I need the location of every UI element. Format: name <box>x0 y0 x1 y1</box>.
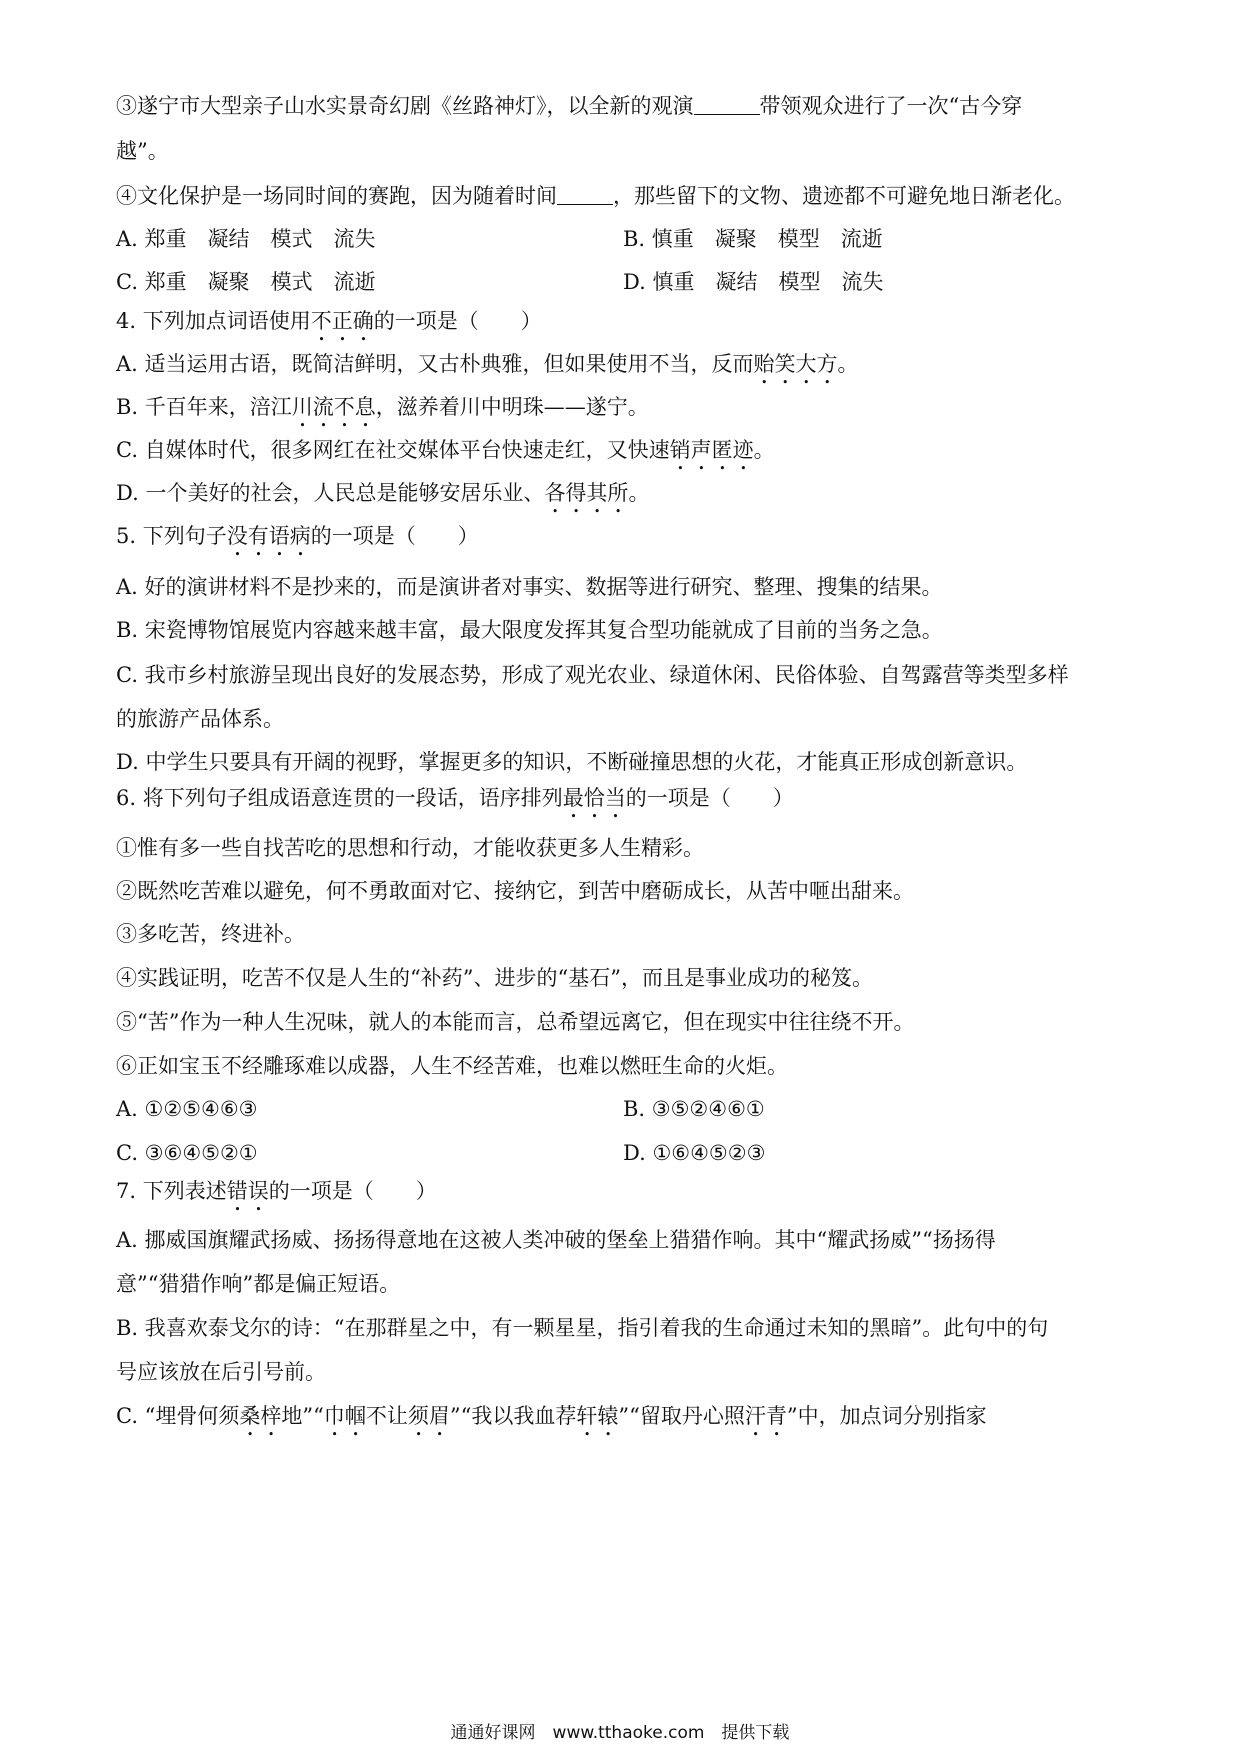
q6-stem: 6. 将下列句子组成语意连贯的一段话，语序排列最恰当的一项是（ ） <box>116 786 794 810</box>
q3-sentence-4: ④文化保护是一场同时间的赛跑，因为随着时间 ，那些留下的文物、遗迹都不可避免地日渐老化。 <box>116 184 1075 208</box>
q4-option-b: B. 千百年来，涪江川流不息，滋养着川中明珠——遂宁。 <box>116 395 649 419</box>
q5-option-c-cont: 的旅游产品体系。 <box>116 707 284 731</box>
q4-option-a: A. 适当运用古语，既简洁鲜明，又古朴典雅，但如果使用不当，反而贻笑大方。 <box>116 352 859 376</box>
q3-option-a: A. 郑重 凝结 模式 流失 <box>116 227 376 251</box>
q5-option-a: A. 好的演讲材料不是抄来的，而是演讲者对事实、数据等进行研究、整理、搜集的结果。 <box>116 575 943 599</box>
q4-stem: 4. 下列加点词语使用不正确的一项是（ ） <box>116 309 542 333</box>
q6-option-a: A. ①②⑤④⑥③ <box>116 1097 258 1121</box>
q5-stem: 5. 下列句子没有语病的一项是（ ） <box>116 524 479 548</box>
q7-stem: 7. 下列表述错误的一项是（ ） <box>116 1179 437 1203</box>
q6-option-c: C. ③⑥④⑤②① <box>116 1141 258 1165</box>
q3-option-c: C. 郑重 凝聚 模式 流逝 <box>116 270 376 294</box>
q7-option-b-cont: 号应该放在后引号前。 <box>116 1360 326 1384</box>
q6-sentence-2: ②既然吃苦难以避免，何不勇敢面对它、接纳它，到苦中磨砺成长，从苦中咂出甜来。 <box>116 879 914 903</box>
q3-sentence-3-cont: 越”。 <box>116 139 169 163</box>
q7-option-a: A. 挪威国旗耀武扬威、扬扬得意地在这被人类冲破的堡垒上猎猎作响。其中“耀武扬威”“扬扬得 <box>116 1228 996 1252</box>
answer-blank <box>557 182 613 205</box>
q3-sentence-3: ③遂宁市大型亲子山水实景奇幻剧《丝路神灯》，以全新的观演 带领观众进行了一次“古今穿 <box>116 94 1023 118</box>
q6-sentence-6: ⑥正如宝玉不经雕琢难以成器，人生不经苦难，也难以燃旺生命的火炬。 <box>116 1054 788 1078</box>
q5-option-d: D. 中学生只要具有开阔的视野，掌握更多的知识，不断碰撞思想的火花，才能真正形成创新意识。 <box>116 750 1028 774</box>
q7-option-c: C. “埋骨何须桑梓地”“巾帼不让须眉”“我以我血荐轩辕”“留取丹心照汗青”中，加点词分别指家 <box>116 1404 987 1428</box>
q6-option-b: B. ③⑤②④⑥① <box>623 1097 765 1121</box>
q4-option-c: C. 自媒体时代，很多网红在社交媒体平台快速走红，又快速销声匿迹。 <box>116 438 775 462</box>
q3-option-d: D. 慎重 凝结 模型 流失 <box>623 270 884 294</box>
answer-blank <box>694 92 760 115</box>
q5-option-c: C. 我市乡村旅游呈现出良好的发展态势，形成了观光农业、绿道休闲、民俗体验、自驾露营等类型多样 <box>116 663 1069 687</box>
q6-option-d: D. ①⑥④⑤②③ <box>623 1141 766 1165</box>
q6-sentence-1: ①惟有多一些自找苦吃的思想和行动，才能收获更多人生精彩。 <box>116 836 704 860</box>
q3-option-b: B. 慎重 凝聚 模型 流逝 <box>623 227 883 251</box>
page-footer: 通通好课网 www.tthaoke.com 提供下载 <box>450 1723 790 1743</box>
q6-sentence-5: ⑤“苦”作为一种人生况味，就人的本能而言，总希望远离它，但在现实中往往绕不开。 <box>116 1010 915 1034</box>
q4-option-d: D. 一个美好的社会，人民总是能够安居乐业、各得其所。 <box>116 481 650 505</box>
q7-option-b: B. 我喜欢泰戈尔的诗：“在那群星之中，有一颗星星，指引着我的生命通过未知的黑暗”。此句中的句 <box>116 1316 1049 1340</box>
q6-sentence-3: ③多吃苦，终进补。 <box>116 922 305 946</box>
q6-sentence-4: ④实践证明，吃苦不仅是人生的“补药”、进步的“基石”，而且是事业成功的秘笈。 <box>116 966 873 990</box>
q5-option-b: B. 宋瓷博物馆展览内容越来越丰富，最大限度发挥其复合型功能就成了目前的当务之急。 <box>116 618 943 642</box>
q7-option-a-cont: 意”“猎猎作响”都是偏正短语。 <box>116 1272 401 1296</box>
